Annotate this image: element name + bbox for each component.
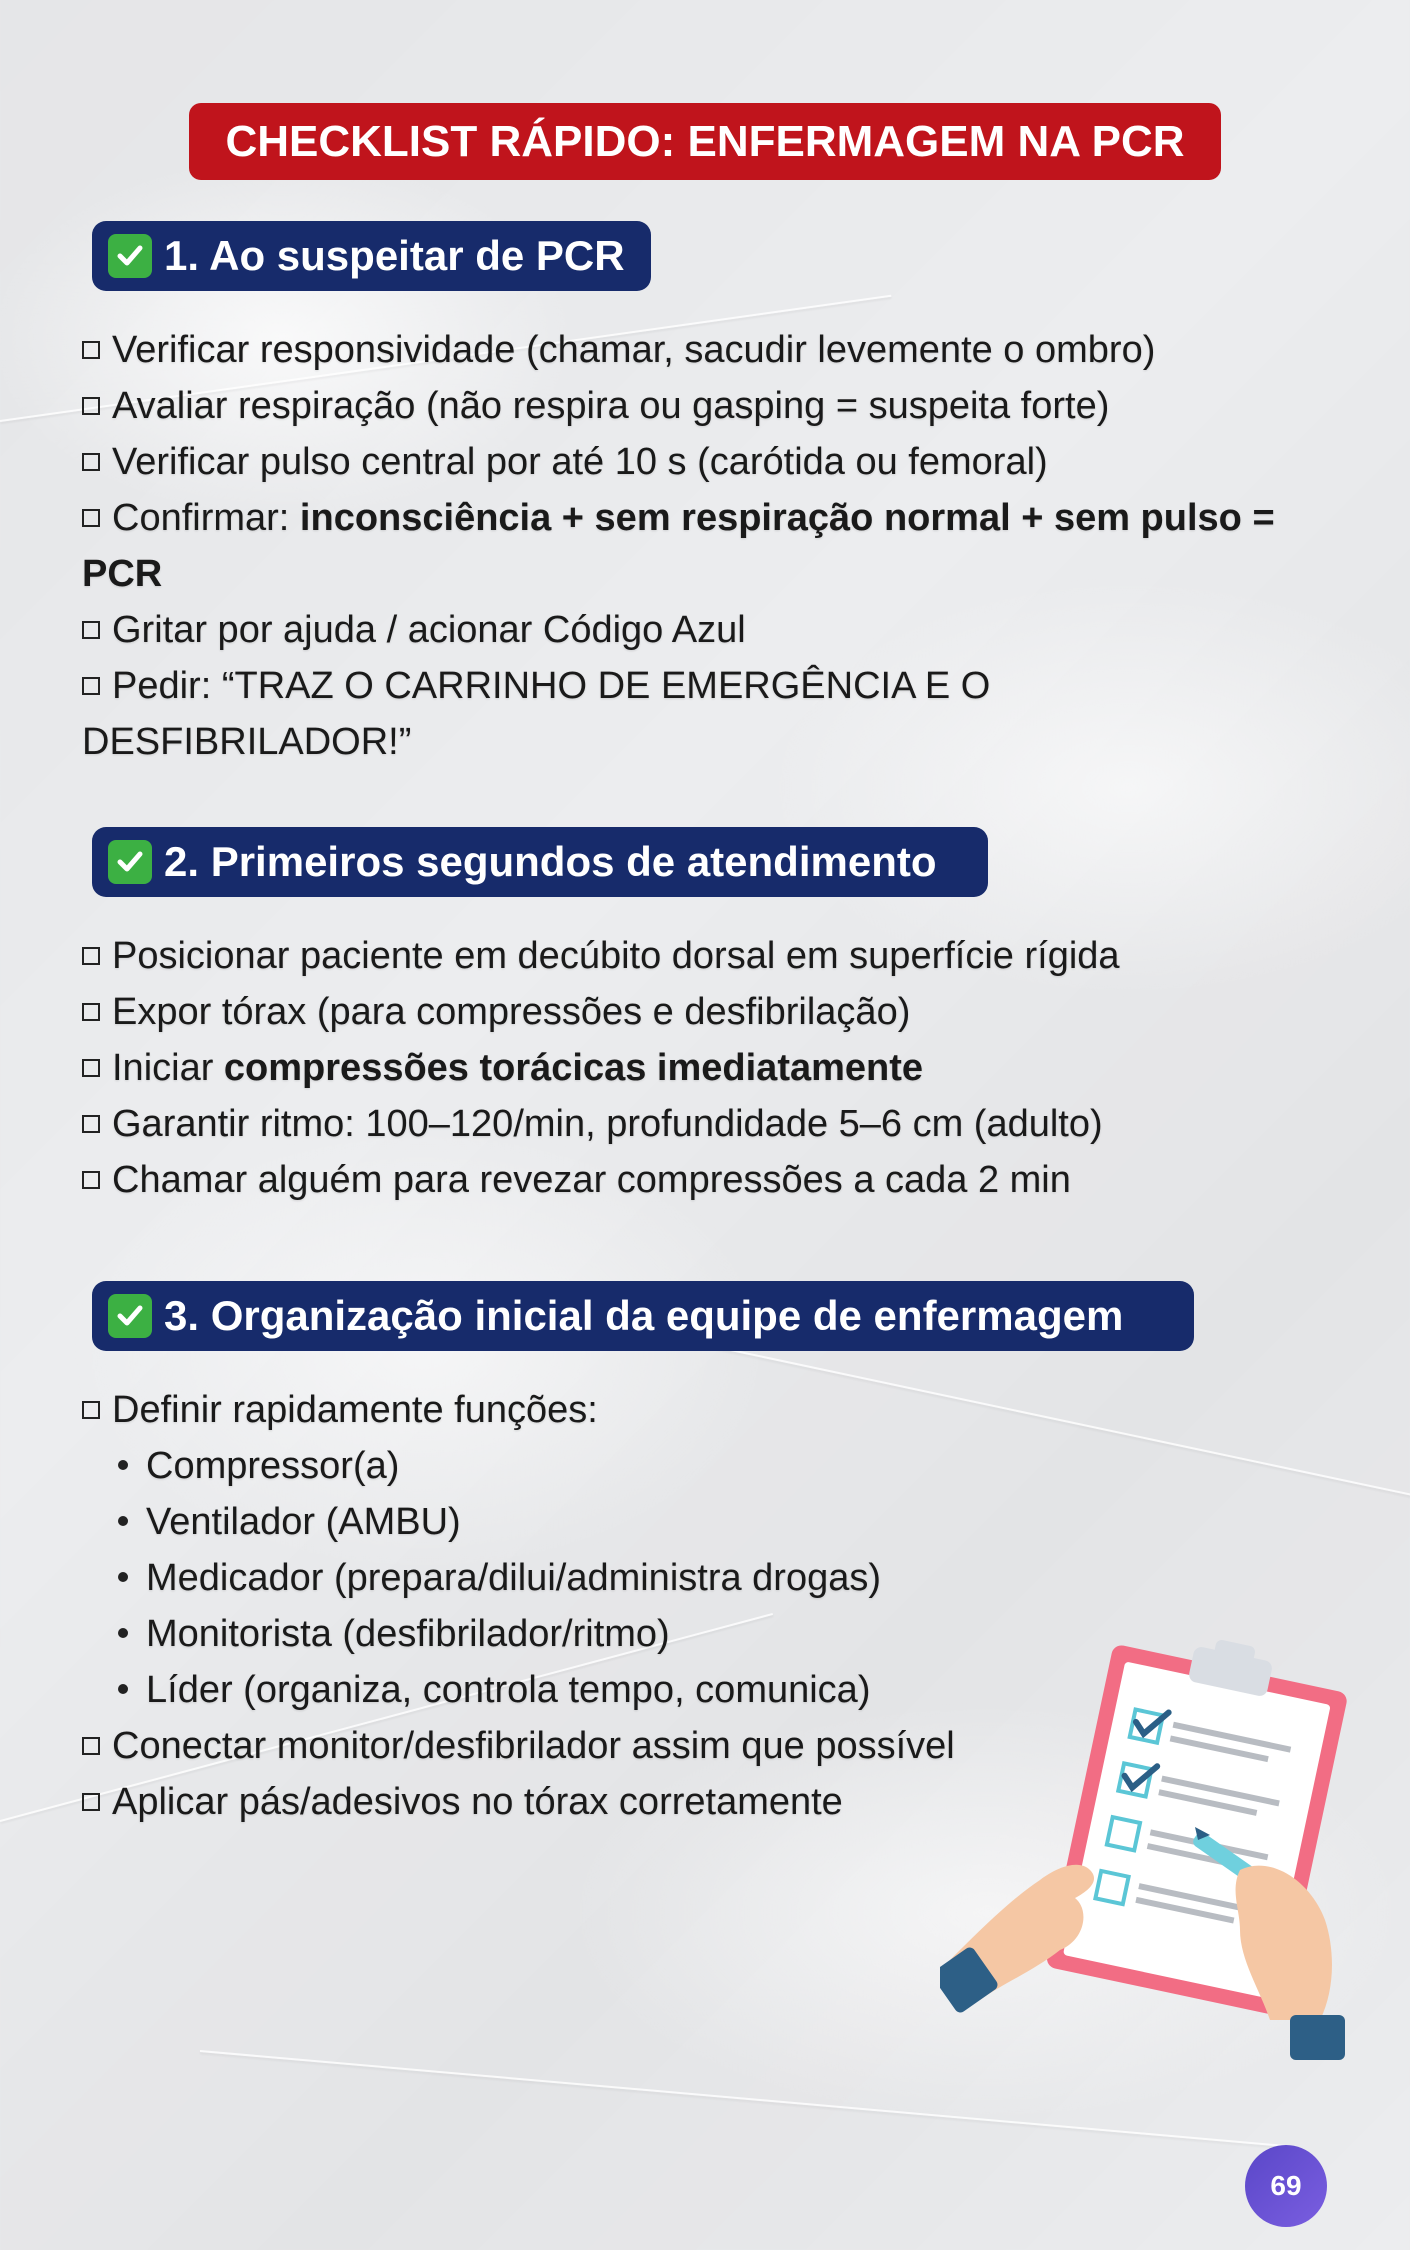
role-item: Ventilador (AMBU) [82, 1494, 1322, 1550]
list-item: Expor tórax (para compressões e desfibrilação) [82, 984, 1322, 1040]
section-2-heading [92, 827, 988, 897]
list-item: Verificar pulso central por até 10 s (carótida ou femoral) [82, 434, 1322, 490]
empty-square-icon [82, 1737, 100, 1755]
role-item: Compressor(a) [82, 1438, 1322, 1494]
empty-square-icon [82, 509, 100, 527]
section-1-list [82, 322, 1322, 770]
list-item: Garantir ritmo: 100–120/min, profundidade 5–6 cm (adulto) [82, 1096, 1322, 1152]
section-2-title: 2. Primeiros segundos de atendimento [164, 838, 937, 885]
empty-square-icon [82, 1115, 100, 1133]
list-item: Iniciar compressões torácicas imediatamente [82, 1040, 1322, 1096]
empty-square-icon [82, 677, 100, 695]
page-number-badge: 69 [1245, 2145, 1327, 2227]
section-2-list [82, 928, 1322, 1208]
list-item: Confirmar: inconsciência + sem respiração normal + sem pulso = PCR [82, 497, 1275, 595]
check-mark-icon [108, 234, 152, 278]
clipboard-checklist-illustration [940, 1640, 1360, 2080]
empty-square-icon [82, 1171, 100, 1189]
empty-square-icon [82, 621, 100, 639]
empty-square-icon [82, 453, 100, 471]
bullet-icon [118, 1572, 128, 1582]
bullet-icon [118, 1516, 128, 1526]
list-item: Chamar alguém para revezar compressões a cada 2 min [82, 1152, 1322, 1208]
bullet-icon [118, 1684, 128, 1694]
section-3-title: 3. Organização inicial da equipe de enfermagem [164, 1292, 1124, 1339]
section-1-heading [92, 221, 651, 291]
list-item: Verificar responsividade (chamar, sacudir levemente o ombro) [82, 322, 1322, 378]
role-item: Monitorista (desfibrilador/ritmo) [82, 1606, 1322, 1662]
check-mark-icon [108, 840, 152, 884]
empty-square-icon [82, 1793, 100, 1811]
list-item: Aplicar pás/adesivos no tórax corretamente [82, 1774, 1322, 1830]
list-item: Avaliar respiração (não respira ou gasping = suspeita forte) [82, 378, 1322, 434]
empty-square-icon [82, 947, 100, 965]
list-item: Pedir: “TRAZ O CARRINHO DE EMERGÊNCIA E O DESFIBRILADOR!” [82, 665, 991, 763]
empty-square-icon [82, 397, 100, 415]
check-mark-icon [108, 1294, 152, 1338]
section-1-title: 1. Ao suspeitar de PCR [164, 232, 625, 279]
empty-square-icon [82, 1003, 100, 1021]
list-item: Conectar monitor/desfibrilador assim que possível [82, 1718, 1322, 1774]
bullet-icon [118, 1460, 128, 1470]
bullet-icon [118, 1628, 128, 1638]
empty-square-icon [82, 341, 100, 359]
list-item: Gritar por ajuda / acionar Código Azul [82, 602, 1322, 658]
empty-square-icon [82, 1401, 100, 1419]
role-item: Medicador (prepara/dilui/administra drogas) [82, 1550, 1322, 1606]
empty-square-icon [82, 1059, 100, 1077]
role-item: Líder (organiza, controla tempo, comunica) [82, 1662, 1322, 1718]
section-3-heading [92, 1281, 1194, 1351]
list-item: Posicionar paciente em decúbito dorsal em superfície rígida [82, 928, 1322, 984]
list-item: Definir rapidamente funções: [82, 1382, 1322, 1438]
page-title: CHECKLIST RÁPIDO: ENFERMAGEM NA PCR [189, 103, 1221, 180]
